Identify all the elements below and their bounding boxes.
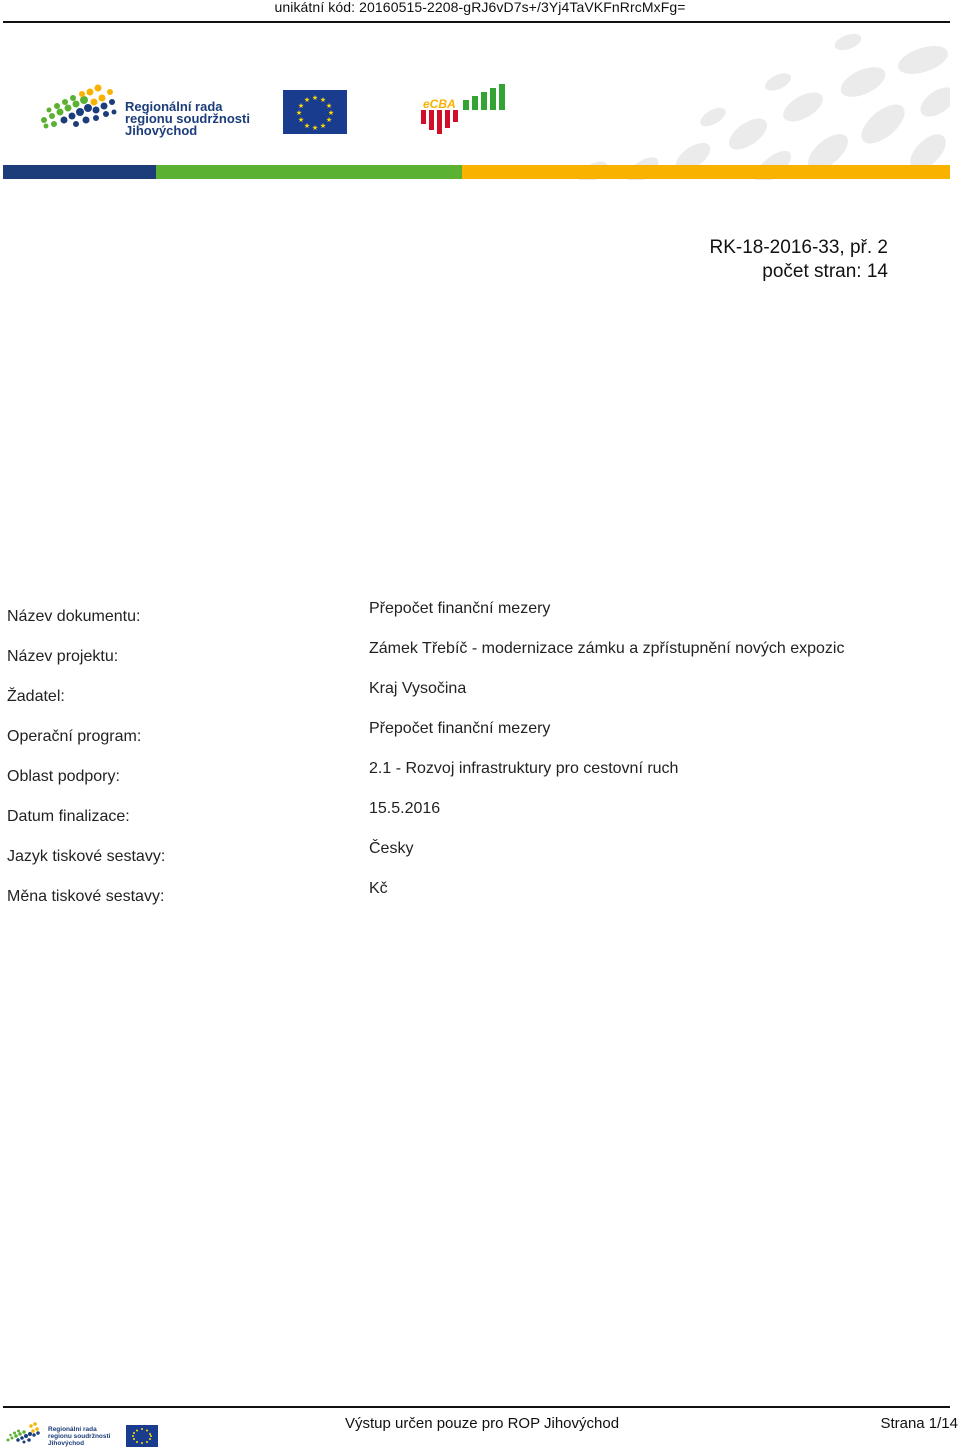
footer-logos: [6, 1418, 166, 1450]
value-report-language: Česky: [369, 840, 414, 857]
svg-text:★: ★: [297, 102, 305, 110]
banner-graphic: [3, 22, 950, 180]
label-applicant: Žadatel:: [7, 688, 65, 705]
label-report-language: Jazyk tiskové sestavy:: [7, 848, 166, 865]
footer-eu-flag-icon: [126, 1425, 158, 1447]
value-document-name: Přepočet finanční mezery: [369, 600, 551, 617]
logo-line-3: Jihovýchod: [125, 123, 198, 138]
svg-text:★: ★: [325, 102, 333, 110]
color-stripes: [3, 165, 950, 179]
svg-text:★: ★: [311, 124, 319, 132]
ecba-logo-icon: [421, 84, 505, 134]
logo-line-2: regionu soudržnosti: [125, 111, 250, 126]
footer-divider: [3, 1406, 950, 1408]
svg-text:★: ★: [319, 96, 327, 104]
svg-text:★: ★: [303, 96, 311, 104]
svg-text:★: ★: [325, 116, 333, 124]
value-finalization-date: 15.5.2016: [369, 800, 441, 817]
footer-logo-line-1: Regionální rada: [48, 1426, 97, 1433]
unique-code: unikátní kód: 20160515-2208-gRJ6vD7s+/3Yj4TaVKFnRrcMxFg=: [274, 0, 686, 15]
svg-text:★: ★: [311, 94, 319, 102]
svg-text:★: ★: [303, 122, 311, 130]
svg-text:★: ★: [327, 109, 335, 117]
label-support-area: Oblast podpory:: [7, 768, 120, 785]
value-report-currency: Kč: [369, 880, 388, 897]
footer-logo-line-2: regionu soudržnosti: [48, 1433, 111, 1440]
label-project-name: Název projektu:: [7, 648, 119, 665]
svg-text:★: ★: [297, 116, 305, 124]
document-reference: [710, 236, 889, 284]
decorative-ovals: [575, 31, 950, 180]
page-count: počet stran: 14: [762, 261, 888, 282]
stripe-yellow: [462, 165, 950, 179]
page-number: Strana 1/14: [880, 1415, 958, 1432]
label-report-currency: Měna tiskové sestavy:: [7, 888, 165, 905]
header-banner: [3, 22, 950, 180]
svg-text:★: ★: [319, 122, 327, 130]
footer-notice: Výstup určen pouze pro ROP Jihovýchod: [345, 1415, 620, 1432]
stripe-green: [156, 165, 462, 179]
reference-number: RK-18-2016-33, př. 2: [709, 237, 888, 258]
logo-line-1: Regionální rada: [125, 99, 223, 114]
value-applicant: Kraj Vysočina: [369, 680, 467, 697]
label-finalization-date: Datum finalizace:: [7, 808, 130, 825]
regional-council-logo-icon: [41, 85, 117, 129]
eu-flag-icon: [283, 90, 347, 134]
value-support-area: 2.1 - Rozvoj infrastruktury pro cestovní ruch: [369, 760, 679, 777]
label-document-name: Název dokumentu:: [7, 608, 141, 625]
svg-text:★: ★: [295, 109, 303, 117]
ecba-text: eCBA: [423, 97, 456, 111]
footer-regional-logo-icon: [7, 1422, 40, 1443]
footer-logo-line-3: Jihovýchod: [48, 1440, 85, 1447]
value-operational-program: Přepočet finanční mezery: [369, 720, 551, 737]
value-project-name: Zámek Třebíč - modernizace zámku a zpřístupnění nových expozic: [369, 640, 845, 657]
stripe-blue: [3, 165, 156, 179]
label-operational-program: Operační program:: [7, 728, 142, 745]
